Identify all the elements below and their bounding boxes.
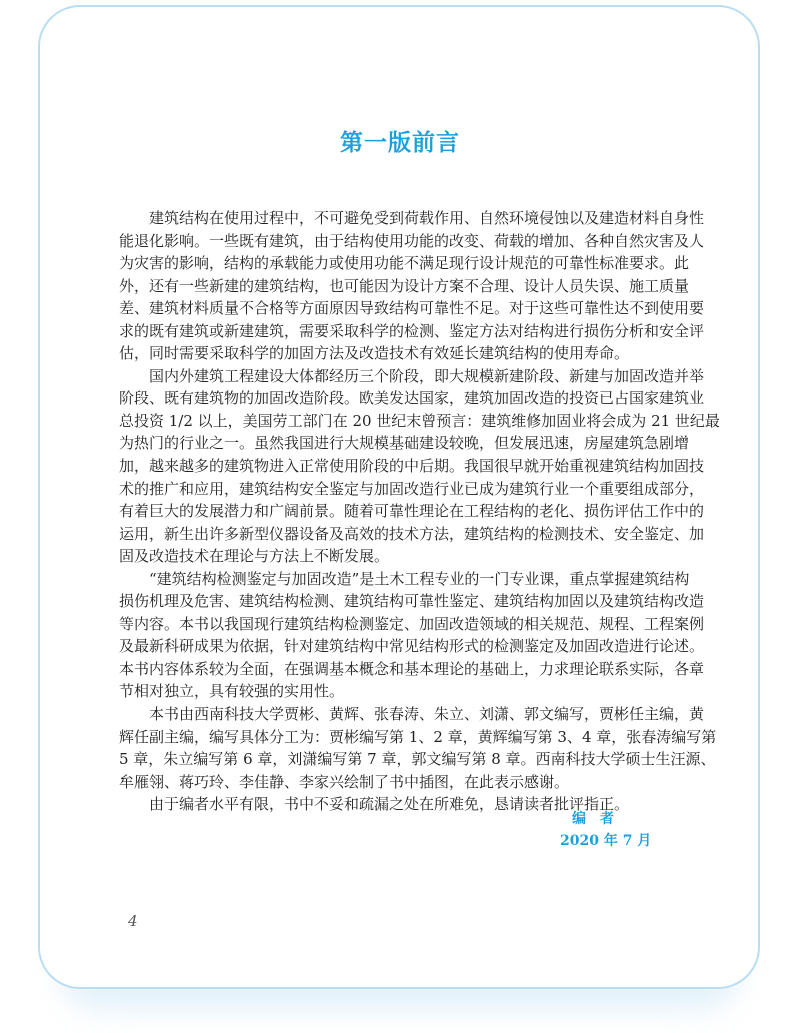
page-title: 第一版前言: [340, 129, 460, 156]
text-line: 加，越来越多的建筑物进入正常使用阶段的中后期。我国很早就开始重视建筑结构加固技: [119, 457, 705, 476]
text-line: 由于编者水平有限，书中不妥和疏漏之处在所难免，恳请读者批评指正。: [149, 795, 630, 814]
text-line: 节相对独立，具有较强的实用性。: [119, 682, 345, 701]
text-line: 本书内容体系较为全面，在强调基本概念和基本理论的基础上，力求理论联系实际，各章: [119, 659, 705, 678]
preface-body: [119, 207, 720, 816]
signature-author: 编 者: [572, 811, 614, 827]
text-line: 为灾害的影响，结构的承载能力或使用功能不满足现行设计规范的可靠性标准要求。此: [119, 254, 690, 273]
text-line: 等内容。本书以我国现行建筑结构检测鉴定、加固改造领域的相关规范、规程、工程案例: [119, 614, 705, 633]
text-line: 本书由西南科技大学贾彬、黄辉、张春涛、朱立、刘潇、郭文编写，贾彬任主编，黄: [149, 705, 705, 724]
text-line: 运用，新生出许多新型仪器设备及高效的技术方法，建筑结构的检测技术、安全鉴定、加: [119, 524, 705, 543]
text-line: 总投资 1/2 以上，美国劳工部门在 20 世纪末曾预言：建筑维修加固业将会成为 21 世纪最: [119, 411, 720, 430]
text-line: 及最新科研成果为依据，针对建筑结构中常见结构形式的检测鉴定及加固改造进行论述。: [119, 637, 705, 656]
text-line: 外，还有一些新建的建筑结构，也可能因为设计方案不合理、设计人员失误、施工质量: [119, 276, 690, 295]
text-line: 求的既有建筑或新建建筑，需要采取科学的检测、鉴定方法对结构进行损伤分析和安全评: [119, 321, 705, 340]
text-line: 建筑结构在使用过程中，不可避免受到荷载作用、自然环境侵蚀以及建造材料自身性: [149, 209, 705, 227]
text-line: 5 章，朱立编写第 6 章，刘潇编写第 7 章，郭文编写第 8 章。西南科技大学硕士生汪源、: [119, 750, 716, 769]
text-line: 固及改造技术在理论与方法上不断发展。: [119, 547, 390, 566]
paragraph: [119, 703, 717, 793]
text-line: 为热门的行业之一。虽然我国进行大规模基础建设较晚，但发展迅速，房屋建筑急剧增: [119, 434, 690, 453]
text-line: 术的推广和应用，建筑结构安全鉴定与加固改造行业已成为建筑行业一个重要组成部分，: [119, 479, 705, 498]
text-line: 牟雁翎、蒋巧玲、李佳静、李家兴绘制了书中插图，在此表示感谢。: [119, 772, 570, 791]
text-line: 估，同时需要采取科学的加固方法及改造技术有效延长建筑结构的使用寿命。: [119, 344, 630, 363]
paragraph: [119, 207, 705, 365]
page-number: 4: [128, 912, 138, 930]
text-line: 能退化影响。一些既有建筑，由于结构使用功能的改变、荷载的增加、各种自然灾害及人: [119, 231, 705, 250]
paragraph: [119, 365, 720, 568]
text-line: 国内外建筑工程建设大体都经历三个阶段，即大规模新建阶段、新建与加固改造并举: [149, 366, 705, 385]
text-line: 损伤机理及危害、建筑结构检测、建筑结构可靠性鉴定、建筑结构加固以及建筑结构改造: [119, 592, 705, 611]
text-line: 辉任副主编，编写具体分工为：贾彬编写第 1、2 章，黄辉编写第 3、4 章，张春涛编写第: [119, 727, 717, 746]
text-line: 差、建筑材料质量不合格等方面原因导致结构可靠性不足。对于这些可靠性达不到使用要: [119, 299, 705, 318]
text-line: 有着巨大的发展潜力和广阔前景。随着可靠性理论在工程结构的老化、损伤评估工作中的: [119, 502, 705, 521]
text-line: “建筑结构检测鉴定与加固改造”是土木工程专业的一门专业课，重点掌握建筑结构: [149, 569, 690, 588]
signature-date: 2020 年 7 月: [560, 833, 652, 849]
text-line: 阶段、既有建筑物的加固改造阶段。欧美发达国家，建筑加固改造的投资已占国家建筑业: [119, 389, 705, 408]
paragraph: [119, 568, 705, 703]
